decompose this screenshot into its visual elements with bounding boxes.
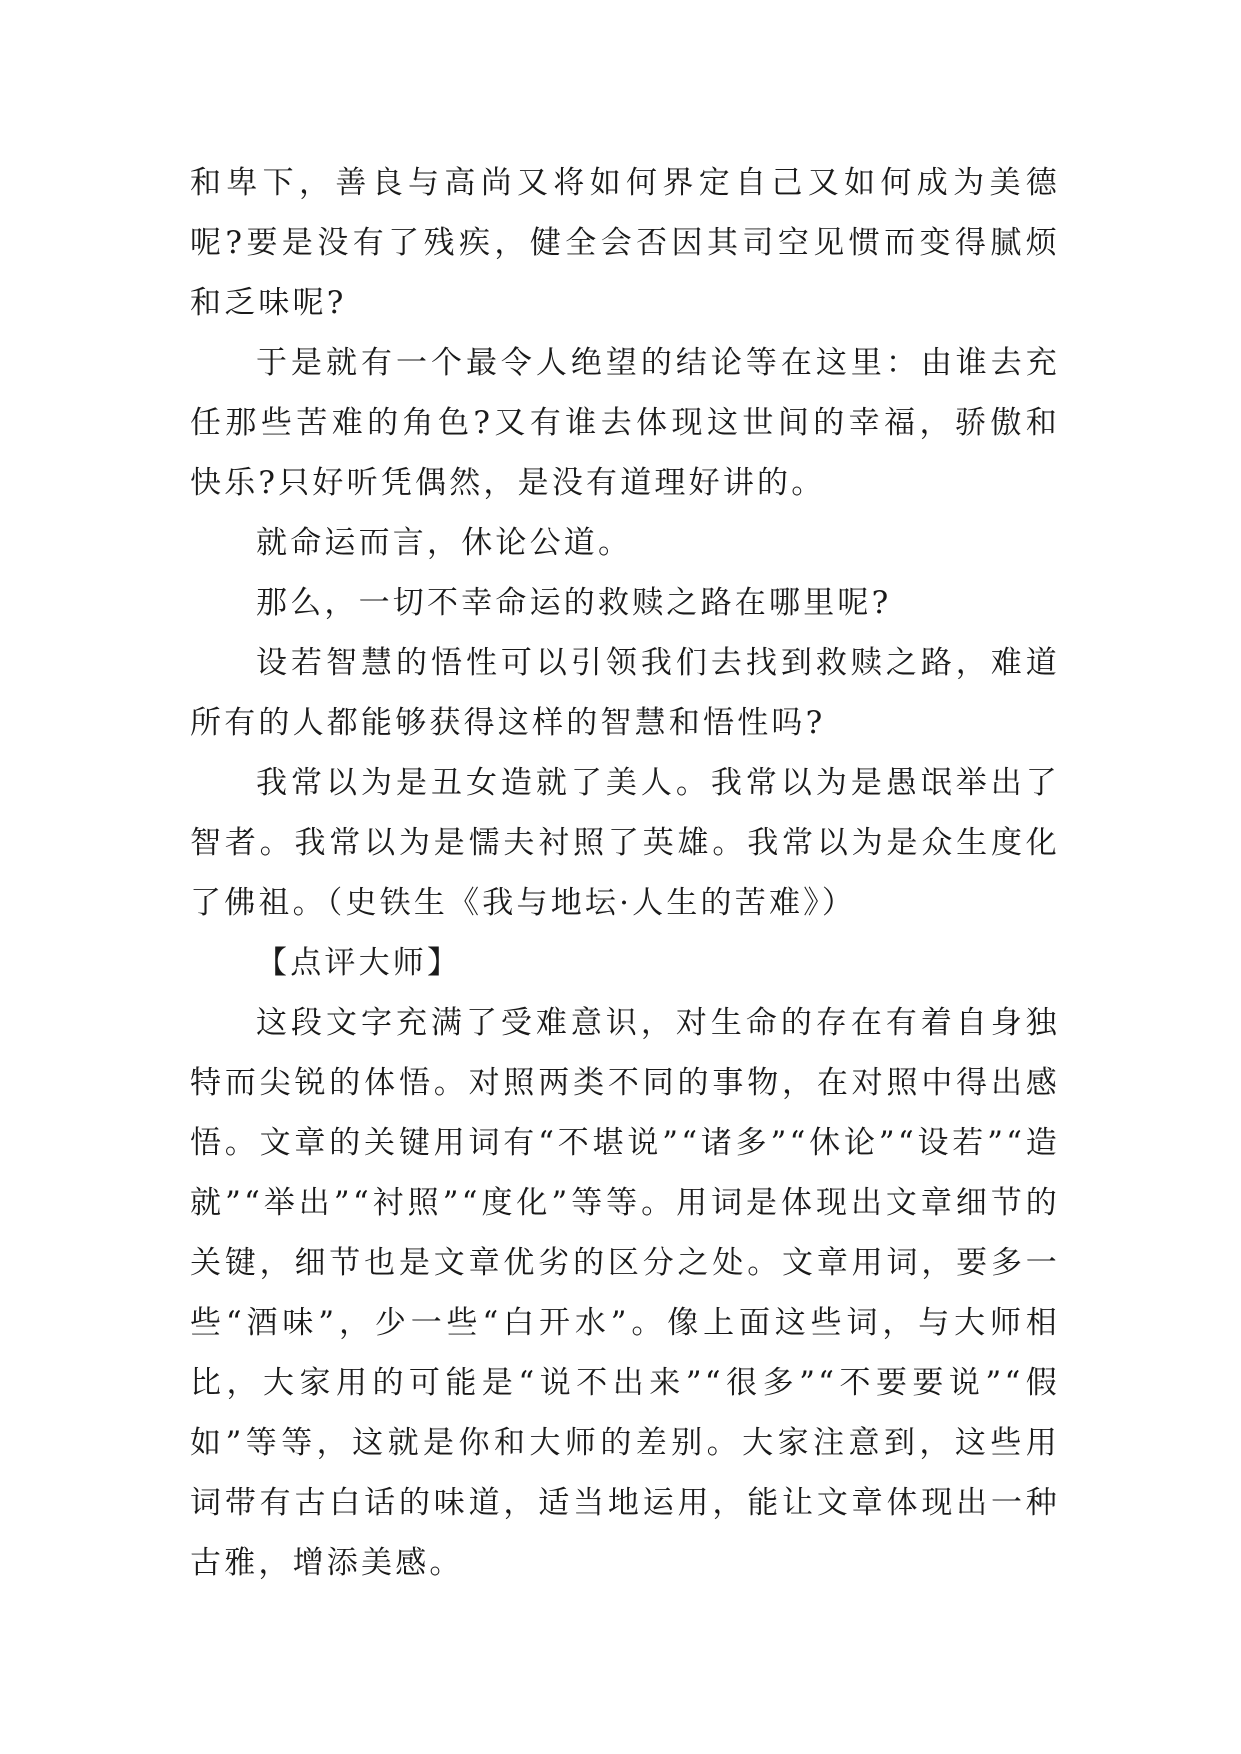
paragraph-conclusion: 于是就有一个最令人绝望的结论等在这里：由谁去充任那些苦难的角色?又有谁去体现这世间的幸福，骄傲和快乐?只好听凭偶然，是没有道理好讲的。 xyxy=(190,345,1060,501)
paragraph-wisdom: 设若智慧的悟性可以引领我们去找到救赎之路，难道所有的人都能够获得这样的智慧和悟性吗? xyxy=(190,645,1060,741)
section-heading: 【点评大师】 xyxy=(256,945,462,981)
paragraph-quote: 我常以为是丑女造就了美人。我常以为是愚氓举出了智者。我常以为是懦夫衬照了英雄。我常以为是众生度化了佛祖。（史铁生《我与地坛·人生的苦难》） xyxy=(190,765,1060,921)
paragraph-continuation: 和卑下，善良与高尚又将如何界定自己又如何成为美德呢?要是没有了残疾，健全会否因其司空见惯而变得腻烦和乏味呢? xyxy=(190,165,1060,321)
paragraph-redemption-question: 那么，一切不幸命运的救赎之路在哪里呢? xyxy=(256,585,892,621)
paragraph-fate: 就命运而言，休论公道。 xyxy=(256,525,633,561)
document-body xyxy=(190,153,1060,1593)
paragraph-commentary: 这段文字充满了受难意识，对生命的存在有着自身独特而尖锐的体悟。对照两类不同的事物，在对照中得出感悟。文章的关键用词有“不堪说”“诸多”“休论”“设若”“造就”“举出”“衬照”“度化”等等。用词是体现出文章细节的关键，细节也是文章优劣的区分之处。文章用词，要多一些“酒味”，少一些“白开水”。像上面这些词，与大师相比，大家用的可能是“说不出来”“很多”“不要要说”“假如”等等，这就是你和大师的差别。大家注意到，这些用词带有古白话的味道，适当地运用，能让文章体现出一种古雅，增添美感。 xyxy=(190,1005,1060,1581)
